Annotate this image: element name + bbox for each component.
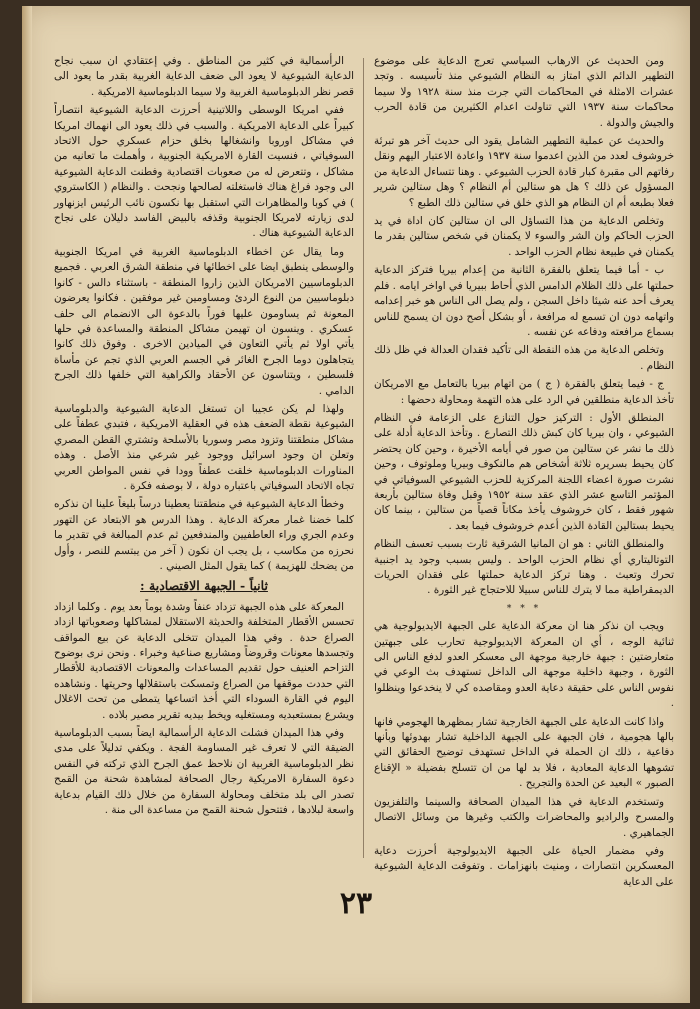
right-paragraph: ب - أما فيما يتعلق بالفقرة الثانية من إعدام بيريا فتركز الدعاية حملتها على ذلك الظلام الدامس الذي أحاط ببيريا في اواخر ايامه . فلم يعرف أحد عنه شيئا داخل السجن ، ولم يصل الى الناس هو خبر إعدامه واتهامه دون ان تسمع له مرافعة ، أو بشكل أصح دون ان يسمح للناس بسماع مرافعته ودفاعه عن نفسه . (374, 264, 674, 338)
page-number: ٢٣ (339, 886, 373, 921)
left-paragraph: ولهذا لم يكن عجيبا ان تستغل الدعاية الشيوعية والدبلوماسية الشيوعية نقطة الضعف هذه في العقلية الامريكية ، فتبدي عطفاً على مشاكل منطقتنا وتزود مصر وسوريا بالأسلحة وتشتري القطن المصري وتعلن ان وجود اسرائيل ووجود غير شرعي منذ الأصل . وهذه المناورات الدبلوماسية خلقت عطفاً وودا في نفس المواطن العربي تجاه الاتحاد السوفياتي باعتباره دولة ، لا بوصفه فكرة . (54, 402, 354, 492)
right-paragraph: والمنطلق الثاني : هو ان المانيا الشرقية ثارت بسبب تعسف النظام التوتاليتاري أي نظام الحزب الواحد . وليس بسبب وجود يد اجنبية تحرك وتعبث . وهنا تركز الدعاية حملتها على فقدان الحريات الديمقراطية مما لا يترك للناس سبيلا للاحتجاج غير الثورة . (374, 538, 674, 597)
right-paragraph: واذا كانت الدعاية على الجبهة الخارجية تشار بمظهرها الهجومي فانها بالها هجومية ، فان الجبهة على الجبهة الداخلية تشار بهدوئها وبأنها دفاعية ، ذلك ان الحملة في الداخل تستهدف توضيح الحقائق التي تشوهها الدعاية المعادية ، فلا بد لها من ان تتسلح بفضيلة « الإقناع الصبور » البعيد عن الحدة والتجريح . (374, 715, 674, 790)
right-paragraph: وفي مضمار الحياة على الجبهة الايديولوجية أحرزت دعاية المعسكرين انتصارات ، ومنيت بانهزامات . وتفوقت الدعاية الشيوعية على الدعاية (374, 844, 674, 888)
left-text-column (54, 54, 354, 874)
book-page (22, 6, 690, 1003)
left-paragraph: الرأسمالية في كثير من المناطق . وفي إعتقادي ان سبب نجاح الدعاية الشيوعية لا يعود الى ضعف الدعاية الغربية بقدر ما يعود الى قصر نظر الدبلوماسية الغربية ولا سيما الدبلوماسية الامريكية . (54, 55, 354, 98)
left-paragraph: وفي هذا الميدان فشلت الدعاية الرأسمالية ايضاً بسبب الدبلوماسية الضيقة التي لا تعرف غير المساومة الفجة . ويكفي تدليلاً على مدى نظر الدبلوماسية الغربية ان نلاحظ عمق الجرح الذي تركته في النفس دعوة السفارة الامريكية رجال الصحافة لمشاهدة شحنة من القمح تصدر الى بلد متخلف ومحاولة السفارة من خلال ذلك القيام بدعاية واسعة لبلادها ، فتتحول شحنة القمح من مساعدة الى منة . (54, 727, 354, 817)
page-binding-shadow (22, 6, 32, 1003)
right-paragraph: ج - فيما يتعلق بالفقرة ( ج ) من اتهام بيريا بالتعامل مع الامريكان تأخذ الدعاية منطلقين في الرد على هذه التهمة ومحاولة دحضها : (374, 378, 674, 406)
right-paragraph: المنطلق الأول : التركيز حول التنازع على الزعامة في النظام الشيوعي ، وان بيريا كان كبش ذلك التصارع . وتأخذ الدعاية أدلة على ذلك ما نشر عن ستالين من صور في أيامه الأخيرة ، وحين كان يحتضر كان يحيط بسريره ثلاثة أشخاص هم مالنكوف وبيريا وملوتوف ، وحين نشرت صورة اعضاء اللجنة المركزية للحزب الشيوعي السوفياتي في المؤتمر التاسع عشر الذي عقد سنة ١٩٥٢ وقبل وفاة ستالين بأربعة شهور فقط ، كان خروشوف يأخذ مكاناً قصياً من ستالين ، بينما كان يحيط بستالين القادة الذين أعدم خروشوف فيما بعد . (374, 411, 674, 532)
section-separator-stars: * * * (506, 603, 542, 614)
right-paragraph: ومن الحديث عن الارهاب السياسي تعرج الدعاية على موضوع التطهير الدائم الذي امتاز به النظام الشيوعي منذ تأسيسه . وتجد عشرات الامثلة في المحاكمات التي جرت منذ سنة ١٩٢٨ ولا سيما محاكمات سنة ١٩٣٧ التي تناولت اعدام الكثيرين من قادة الحرب والجيش والدولة . (374, 55, 674, 129)
left-paragraph: وما يقال عن اخطاء الدبلوماسية الغربية في امريكا الجنوبية والوسطى ينطبق ايضا على اخطائها في منطقة الشرق العربي . فجميع الدبلوماسيين الامريكان الذين زاروا المنطقة - باستثناء دالس - كانوا دبلوماسيين من النوع الردئ ومساومين غير موفقين . فكانوا يعرضون المعونة ثم يساومون عليها فوراً بالدعوة الى الانضمام الى حلف عسكري . وينسون ان تهيمن مشاكل المنطقة والمساعدة في حلها يأتي اولا ثم يأتي التعاون في الميادين الاخرى . وفوق ذلك كانوا يتجاهلون دوما الجرح الغائر في الجسم العربي الذي تجم عن مأساة فلسطين ، ويتناسون عن الأحقاد والكراهية التي خلفها ذلك الجرح الدامي . (54, 245, 354, 397)
column-divider (363, 58, 364, 858)
right-paragraph: وتخلص الدعاية من هذا التساؤل الى ان ستالين كان اداة في يد الحزب الحاكم وان الشر والسوء لا يكمنان في شخص ستالين بقدر ما يكمنان في طبيعة نظام الحزب الواحد . (374, 215, 674, 258)
right-paragraph: والحديث عن عملية التطهير الشامل يقود الى حديث آخر هو تبرئة خروشوف لعدد من الذين اعدموا سنة ١٩٣٧ واعادة الاعتبار اليهم ونقل رفاتهم الى مقبرة كبار قادة الحزب الشيوعي . وهنا تتساءل الدعاية من المسؤول عن ذلك ؟ هل هو ستالين أم النظام ؟ وهل ستالين شرير فعلا بطبعه أم ان النظام هو الذي خلق في ستالين ذلك الطبع ؟ (374, 135, 674, 209)
right-paragraph: وتستخدم الدعاية في هذا الميدان الصحافة والسينما والتلفزيون والمسرح والراديو والمحاضرات والكتب وغيرها من وسائل الاتصال الجماهيري . (374, 795, 674, 839)
right-text-column (374, 54, 674, 888)
section-heading: ثانياً - الجبهة الاقتصادية : (140, 578, 268, 594)
right-paragraph: ويجب ان نذكر هنا ان معركة الدعاية على الجبهة الايديولوجية هي ثنائية الوجه ، أي ان المعركة الايديولوجية تحارب على جبهتين متعارضتين : جبهة خارجية موجهة الى معسكر العدو لدفع الناس الى الثورة ، وجبهة داخلية موجهة الى الداخل تستهدف بث الوعي في نفوس الناس على حقيقة دعاية العدو ومقاصده كي لا ينخدعوا وينظلوا . (374, 620, 674, 710)
left-paragraph: المعركة على هذه الجبهة تزداد عنفاً وشدة يوماً بعد يوم . وكلما ازداد تحسس الأقطار المتخلفة والحديثة الاستقلال لمشاكلها وصعوباتها ازداد الصراع حدة . وفي هذا الميدان تتخلى الدعاية عن بيع المواقف وتجسدها معونات وقروضاً ومشاريع صناعية وخبراء . ونحن نرى بوضوح التزاحم العنيف حول تقديم المساعدات والمعونات الاقتصادية للأقطار التي حددت موقفها من الصراع وتمسكت باستقلالها وحريتها . ونشاهده اليوم في القارة السوداء التي أخذ اتساعها يتمطى من تحت الاغلال ويشرع بمستعبديه ومستغليه ويخط بيديه تقرير مصير بلاده . (54, 600, 354, 721)
left-paragraph: ففي امريكا الوسطى واللاتينية أحرزت الدعاية الشيوعية انتصاراً كبيراً على الدعاية الامريكية . والسبب في ذلك يعود الى انهماك امريكا في مشاكل اوروبا وانشغالها بخلق حزام عسكري حول الاتحاد السوفياتي ، فنسيت القارة الامريكية الجنوبية ، وأهملت ما تعانيه من مشاكل ، وتتعرض له من صعوبات اقتصادية وفطنت الدعاية الشيوعية الى وجود فراغ هناك فاستغلته لصالحها ونجحت . والنظام ( الكاستروي ) في كوبا والمظاهرات التي استقبل بها نكسون نائب الرئيس ايزنهاور لدى زيارته لامريكا الجنوبية وقذفه بالبيض الفاسد دليلان على نجاح الدعاية الشيوعية هناك . (54, 104, 354, 240)
left-paragraph: وخطأ الدعاية الشيوعية في منطقتنا يعطينا درساً بليغاً علينا ان نذكره كلما خضنا غمار معركة الدعاية . وهذا الدرس هو الابتعاد عن التهور وعدم الجري وراء العاطفيين والمندفعين ثم عدم المبالغة في تقدير ما نحرزه من مكاسب ، بل يجب ان نكون ( آخر من يبتسم للنصر ، وأول من يضحك للهزيمة ) كما يقول المثل الصيني . (54, 498, 354, 572)
right-paragraph: وتخلص الدعاية من هذه النقطة الى تأكيد فقدان العدالة في ظل ذلك النظام . (374, 344, 674, 372)
